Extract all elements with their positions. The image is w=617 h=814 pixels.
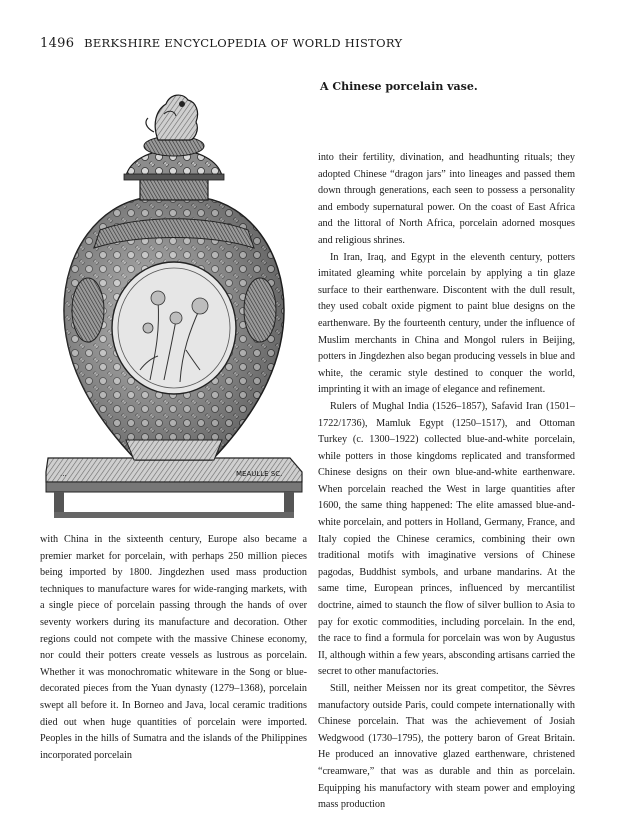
figure-caption: A Chinese porcelain vase. — [320, 80, 478, 93]
vase-lid — [124, 136, 224, 180]
page-number: 1496 — [40, 36, 75, 51]
right-column — [318, 150, 575, 814]
running-title: BERKSHIRE ENCYCLOPEDIA OF WORLD HISTORY — [84, 36, 403, 50]
running-header — [40, 36, 402, 51]
left-paragraph-1: with China in the sixteenth century, Europe also became a premier market for porcelain, with perhaps 250 million pieces being imported by 1800. Jingdezhen used mass production techniques to manufacture wares for wide-ranging markets, with a single piece of porcelain passing through the hands of over seventy workers during its manufacture and decoration. Other regions could not compete with the massive Chinese economy, nor could their potters create vessels as lustrous as porcelain. Whether it was monochromatic whiteware in the Song or blue-decorated pieces from the Yuan dynasty (1279–1368), porcelain swept all before it. In Borneo and Java, local ceramic traditions died out when huge quantities of porcelain were imported. Peoples in the hills of Sumatra and the islands of the Philippines incorporated porcelain — [40, 534, 307, 761]
lion-finial — [146, 95, 198, 140]
right-paragraph-3: Rulers of Mughal India (1526–1857), Safavid Iran (1501–1722/1736), Mamluk Egypt (1250–1517), and Ottoman Turkey (c. 1300–1922) collected blue-and-white porcelain, while potters in those kingdoms replicated and transformed Chinese designs on their own blue-and-white earthenware. When porcelain reached the West in large quantities after 1600, the same thing happened: The elite amassed blue-and-white porcelain, and potters in Holland, Germany, France, and Italy copied the Chinese ceramics, combining their own traditional motifs with imaginative versions of Chinese pagodas, Buddhist symbols, and urbane mandarins. At the same time, European princes, influenced by mercantilist doctrine, aimed to staunch the flow of silver bullion to Asia to pay for exotic commodities, including porcelain. In the end, the race to find a formula for porcelain was won by Augustus II, although within a few years, absconding artisans carried the secret to other manufactories. — [318, 400, 575, 678]
engraver-signature-right: MEAULLE SC. — [236, 470, 283, 478]
right-paragraph-1: into their fertility, divination, and headhunting rituals; they adopted Chinese “dragon jars” into lineages and passed them down through generations, each seen to possess a personality and embody supernatural power. On the coast of East Africa and the littoral of North Africa, porcelain adorned mosques and religious shrines. — [318, 152, 575, 246]
vase-illustration — [40, 80, 308, 526]
vase-body — [64, 198, 284, 460]
left-column — [40, 532, 307, 764]
right-paragraph-4: Still, neither Meissen nor its great competitor, the Sèvres manufactory outside Paris, could compete internationally with Chinese porcelain. That was the achievement of Josiah Wedgwood (1730–1795), the pottery baron of Great Britain. He produced an innovative glazed earthenware, christened “creamware,” that was as durable and thin as porcelain. Equipping his manufactory with steam power and employing mass production — [318, 683, 575, 811]
vase-engraving — [40, 80, 308, 526]
right-paragraph-2: In Iran, Iraq, and Egypt in the eleventh century, potters imitated gleaming white porcelain by applying a tin glaze surface to their earthenware. Discontent with the dull result, they used cobalt oxide pigment to paint blue designs on the earthenware. By the fourteenth century, under the influence of Muslim merchants in China and Mongol rulers in Beijing, potters in Jingdezhen also began producing vessels in blue and white, the ceramic style destined to conquer the world, imprinting it with an image of elegance and refinement. — [318, 251, 575, 396]
vase-stand — [46, 458, 302, 518]
engraver-signature-left: ... — [60, 470, 67, 478]
